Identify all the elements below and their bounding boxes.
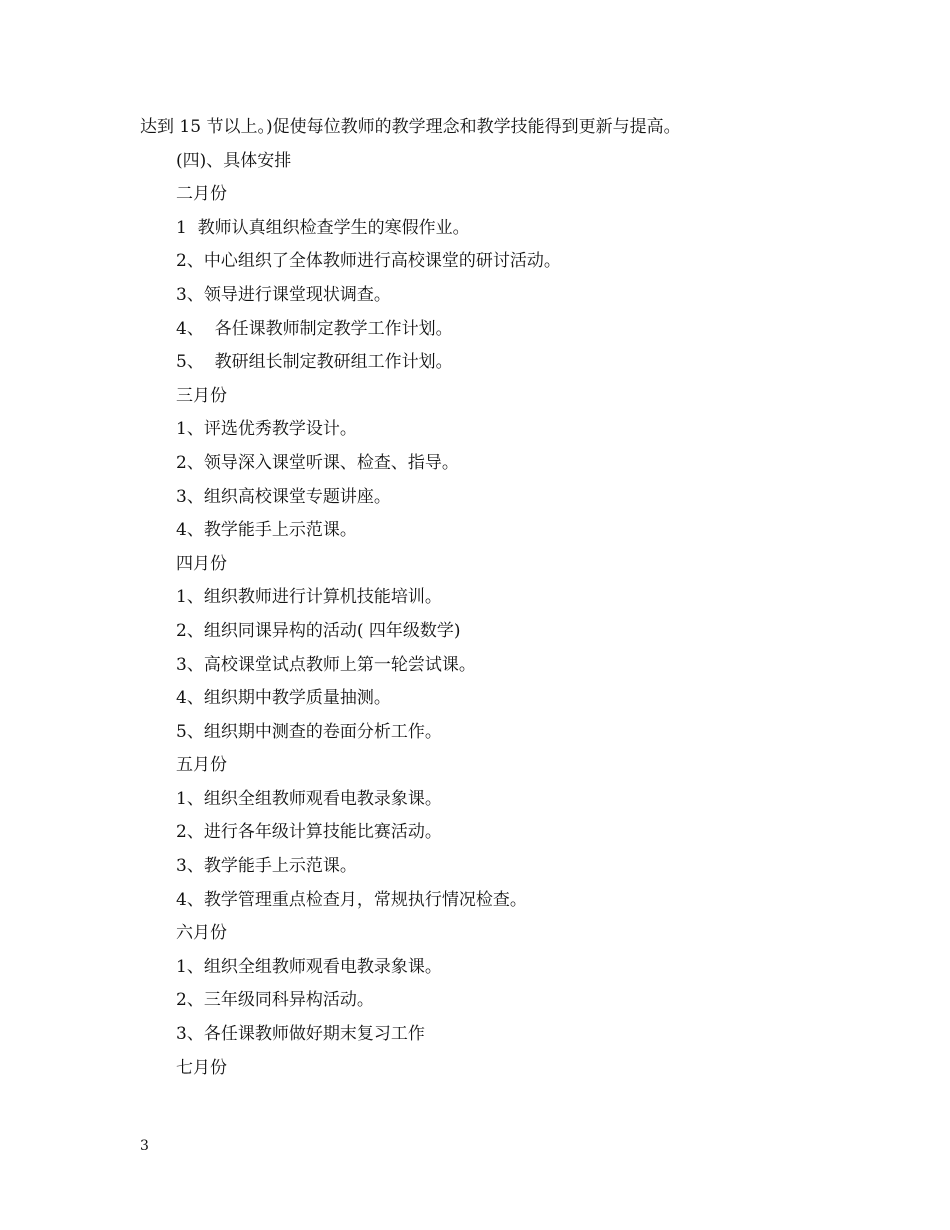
- month-heading-february: 二月份: [176, 184, 227, 205]
- list-item: 2、三年级同科异构活动。: [176, 990, 374, 1011]
- list-item: 5、 教研组长制定教研组工作计划。: [176, 352, 453, 373]
- page-number: 3: [140, 1138, 149, 1154]
- list-item: 1、组织全组教师观看电教录象课。: [176, 956, 442, 977]
- list-item: 4、 各任课教师制定教学工作计划。: [176, 318, 453, 339]
- list-item: 5、组织期中测查的卷面分析工作。: [176, 721, 442, 742]
- list-item: 3、高校课堂试点教师上第一轮尝试课。: [176, 654, 476, 675]
- list-item: 3、组织高校课堂专题讲座。: [176, 486, 391, 507]
- month-heading-july: 七月份: [176, 1057, 227, 1078]
- section-heading: (四)、具体安排: [176, 150, 292, 171]
- month-heading-may: 五月份: [176, 755, 227, 776]
- month-heading-april: 四月份: [176, 553, 227, 574]
- list-item: 3、教学能手上示范课。: [176, 856, 357, 877]
- list-item: 3、领导进行课堂现状调查。: [176, 284, 391, 305]
- list-item: 4、组织期中教学质量抽测。: [176, 688, 391, 709]
- list-item: 1、组织全组教师观看电教录象课。: [176, 788, 442, 809]
- document-body: [0, 111, 950, 1085]
- list-item: 2、进行各年级计算技能比赛活动。: [176, 822, 442, 843]
- list-item: 4、教学管理重点检查月，常规执行情况检查。: [176, 889, 527, 910]
- month-heading-june: 六月份: [176, 923, 227, 944]
- list-item: 3、各任课教师做好期末复习工作: [176, 1024, 425, 1045]
- paragraph-continuation: 达到 15 节以上。)促使每位教师的教学理念和教学技能得到更新与提高。: [140, 117, 681, 137]
- list-item: 2、领导深入课堂听课、检查、指导。: [176, 452, 459, 473]
- month-heading-march: 三月份: [176, 385, 227, 406]
- list-item: 1、组织教师进行计算机技能培训。: [176, 587, 442, 608]
- list-item: 1 教师认真组织检查学生的寒假作业。: [176, 217, 470, 238]
- list-item: 2、中心组织了全体教师进行高校课堂的研讨活动。: [176, 251, 561, 272]
- list-item: 2、组织同课异构的活动( 四年级数学): [176, 620, 461, 641]
- list-item: 4、教学能手上示范课。: [176, 520, 357, 541]
- list-item: 1、评选优秀教学设计。: [176, 419, 357, 440]
